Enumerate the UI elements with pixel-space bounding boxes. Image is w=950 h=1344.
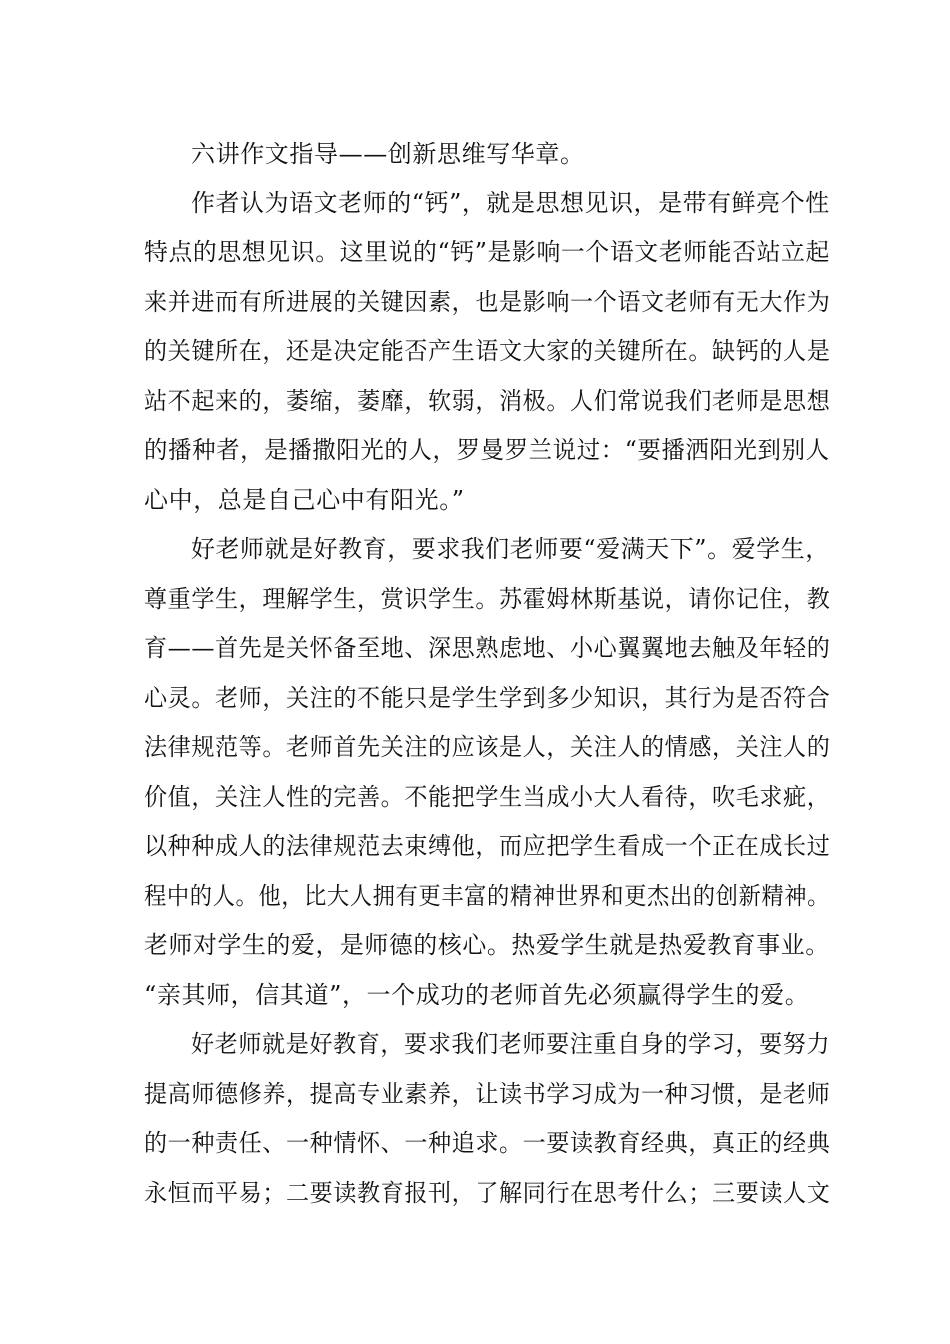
text-line: 心中，总是自己心中有阳光。” xyxy=(144,486,465,514)
text-line: 作者认为语文老师的“钙”，就是思想见识，是带有鲜亮个性 xyxy=(191,189,830,217)
text-line: 的关键所在，还是决定能否产生语文大家的关键所在。缺钙的人是 xyxy=(144,337,831,365)
text-line: 来并进而有所进展的关键因素，也是影响一个语文老师有无大作为 xyxy=(144,288,831,316)
text-line: “亲其师，信其道”，一个成功的老师首先必须赢得学生的爱。 xyxy=(144,981,810,1009)
text-line: 六讲作文指导——创新思维写华章。 xyxy=(191,140,585,168)
text-line: 永恒而平易；二要读教育报刊，了解同行在思考什么；三要读人文 xyxy=(144,1179,831,1207)
text-line: 站不起来的，萎缩，萎靡，软弱，消极。人们常说我们老师是思想 xyxy=(144,387,831,415)
text-line: 价值，关注人性的完善。不能把学生当成小大人看待，吹毛求疵， xyxy=(144,783,831,811)
text-line: 尊重学生，理解学生，赏识学生。苏霍姆林斯基说，请你记住，教 xyxy=(144,585,831,613)
text-line: 好老师就是好教育，要求我们老师要“爱满天下”。爱学生， xyxy=(191,535,830,563)
text-line: 育——首先是关怀备至地、深思熟虑地、小心翼翼地去触及年轻的 xyxy=(144,634,831,662)
text-line: 的一种责任、一种情怀、一种追求。一要读教育经典，真正的经典 xyxy=(144,1129,831,1157)
text-line: 心灵。老师，关注的不能只是学生学到多少知识，其行为是否符合 xyxy=(144,684,831,712)
text-line: 法律规范等。老师首先关注的应该是人，关注人的情感，关注人的 xyxy=(144,733,831,761)
text-line: 提高师德修养，提高专业素养，让读书学习成为一种习惯，是老师 xyxy=(144,1080,831,1108)
text-line: 特点的思想见识。这里说的“钙”是影响一个语文老师能否站立起 xyxy=(144,238,830,266)
text-line: 程中的人。他，比大人拥有更丰富的精神世界和更杰出的创新精神。 xyxy=(144,882,830,910)
text-line: 的播种者，是播撒阳光的人，罗曼罗兰说过：“要播洒阳光到别人 xyxy=(144,436,830,464)
text-line: 老师对学生的爱，是师德的核心。热爱学生就是热爱教育事业。 xyxy=(144,931,830,959)
text-line: 以种种成人的法律规范去束缚他，而应把学生看成一个正在成长过 xyxy=(144,832,831,860)
text-line: 好老师就是好教育，要求我们老师要注重自身的学习，要努力 xyxy=(191,1030,831,1058)
